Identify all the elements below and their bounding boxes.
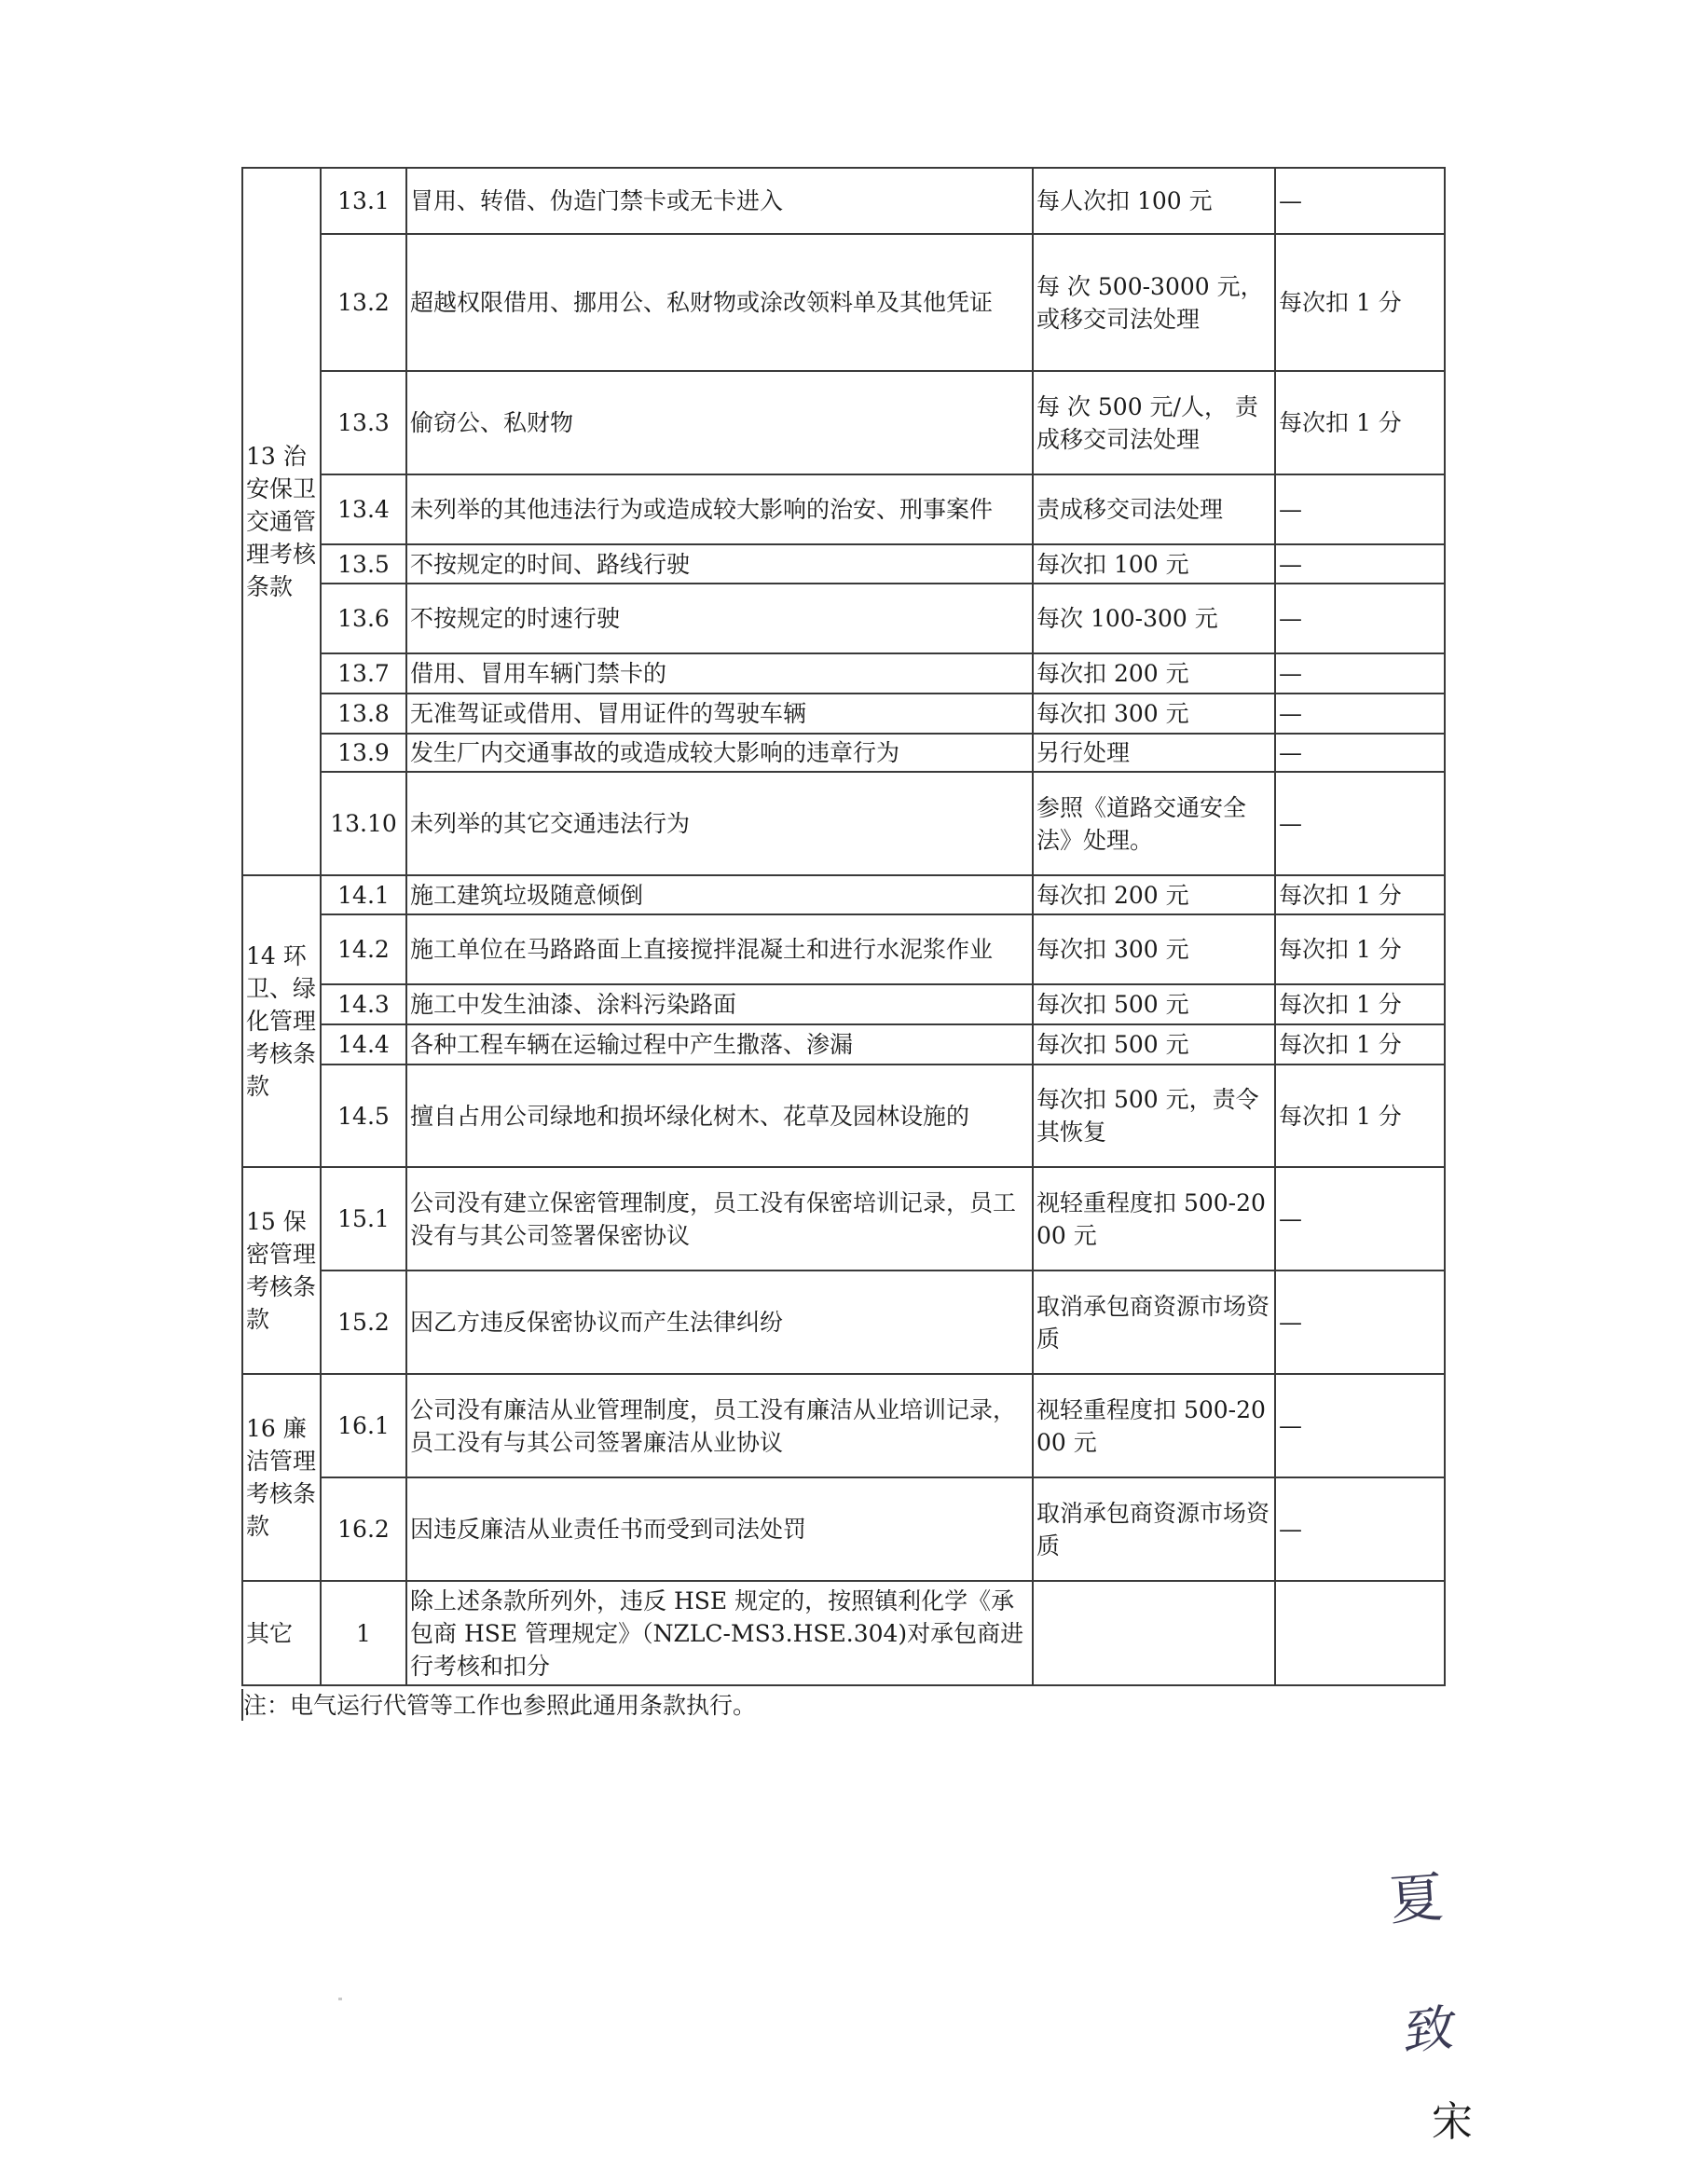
- table-row: [242, 371, 1445, 474]
- deduction-points: 每次扣 1 分: [1275, 234, 1445, 371]
- deduction-points: —: [1275, 1477, 1445, 1581]
- signature-2: 致: [1401, 1998, 1460, 2062]
- item-code: 13.5: [321, 544, 406, 584]
- table-row: [242, 914, 1445, 984]
- item-code: 13.8: [321, 694, 406, 734]
- item-description: 公司没有建立保密管理制度，员工没有保密培训记录，员工没有与其公司签署保密协议: [406, 1167, 1033, 1271]
- penalty-amount: 每 次 500-3000 元，或移交司法处理: [1033, 234, 1275, 371]
- table-row: [242, 653, 1445, 694]
- item-description: 超越权限借用、挪用公、私财物或涂改领料单及其他凭证: [406, 234, 1033, 371]
- deduction-points: —: [1275, 544, 1445, 584]
- table-row: [242, 984, 1445, 1024]
- deduction-points: —: [1275, 1374, 1445, 1477]
- signature-1: 夏: [1387, 1865, 1446, 1932]
- item-code: 13.6: [321, 584, 406, 653]
- deduction-points: —: [1275, 584, 1445, 653]
- section-title: 16 廉洁管理考核条款: [242, 1374, 321, 1581]
- penalty-amount: 每次扣 200 元: [1033, 875, 1275, 914]
- item-code: 14.5: [321, 1065, 406, 1167]
- penalty-amount: 每次扣 500 元: [1033, 984, 1275, 1024]
- table-row: [242, 1477, 1445, 1581]
- item-code: 15.1: [321, 1167, 406, 1271]
- deduction-points: 每次扣 1 分: [1275, 984, 1445, 1024]
- item-code: 1: [321, 1581, 406, 1685]
- table-row: [242, 474, 1445, 544]
- table-row: [242, 1167, 1445, 1271]
- assessment-table: [241, 167, 1446, 1686]
- penalty-amount: 每次扣 500 元: [1033, 1024, 1275, 1065]
- table-row: [242, 1024, 1445, 1065]
- table-row: [242, 168, 1445, 234]
- penalty-amount: 每次扣 200 元: [1033, 653, 1275, 694]
- deduction-points: —: [1275, 734, 1445, 772]
- penalty-amount: 每次 100-300 元: [1033, 584, 1275, 653]
- penalty-amount: 每次扣 300 元: [1033, 694, 1275, 734]
- table-row: [242, 1374, 1445, 1477]
- item-code: 14.1: [321, 875, 406, 914]
- item-code: 13.7: [321, 653, 406, 694]
- penalty-amount: [1033, 1581, 1275, 1685]
- table-row: [242, 694, 1445, 734]
- item-description: 因违反廉洁从业责任书而受到司法处罚: [406, 1477, 1033, 1581]
- deduction-points: —: [1275, 1271, 1445, 1374]
- item-description: 施工单位在马路路面上直接搅拌混凝土和进行水泥浆作业: [406, 914, 1033, 984]
- item-code: 13.4: [321, 474, 406, 544]
- item-description: 公司没有廉洁从业管理制度，员工没有廉洁从业培训记录，员工没有与其公司签署廉洁从业协议: [406, 1374, 1033, 1477]
- assessment-table-body: [242, 168, 1445, 1685]
- table-row: [242, 875, 1445, 914]
- table-row: [242, 772, 1445, 875]
- deduction-points: —: [1275, 694, 1445, 734]
- item-code: 16.1: [321, 1374, 406, 1477]
- item-description: 无准驾证或借用、冒用证件的驾驶车辆: [406, 694, 1033, 734]
- scan-speck: [338, 1998, 342, 2000]
- item-description: 未列举的其他违法行为或造成较大影响的治安、刑事案件: [406, 474, 1033, 544]
- item-code: 13.1: [321, 168, 406, 234]
- penalty-amount: 每人次扣 100 元: [1033, 168, 1275, 234]
- item-description: 不按规定的时速行驶: [406, 584, 1033, 653]
- deduction-points: —: [1275, 772, 1445, 875]
- item-description: 发生厂内交通事故的或造成较大影响的违章行为: [406, 734, 1033, 772]
- table-row: [242, 734, 1445, 772]
- penalty-amount: 视轻重程度扣 500-2000 元: [1033, 1167, 1275, 1271]
- deduction-points: 每次扣 1 分: [1275, 914, 1445, 984]
- item-code: 14.3: [321, 984, 406, 1024]
- deduction-points: —: [1275, 474, 1445, 544]
- table-row: [242, 1065, 1445, 1167]
- deduction-points: 每次扣 1 分: [1275, 1065, 1445, 1167]
- penalty-amount: 取消承包商资源市场资质: [1033, 1477, 1275, 1581]
- signature-3: 宋: [1432, 2098, 1473, 2146]
- table-row: [242, 1271, 1445, 1374]
- item-code: 13.10: [321, 772, 406, 875]
- section-title: 15 保密管理考核条款: [242, 1167, 321, 1374]
- deduction-points: —: [1275, 168, 1445, 234]
- item-description: 因乙方违反保密协议而产生法律纠纷: [406, 1271, 1033, 1374]
- item-description: 未列举的其它交通违法行为: [406, 772, 1033, 875]
- item-code: 14.4: [321, 1024, 406, 1065]
- item-description: 偷窃公、私财物: [406, 371, 1033, 474]
- item-code: 14.2: [321, 914, 406, 984]
- penalty-amount: 每次扣 300 元: [1033, 914, 1275, 984]
- table-row: [242, 234, 1445, 371]
- item-description: 借用、冒用车辆门禁卡的: [406, 653, 1033, 694]
- item-code: 15.2: [321, 1271, 406, 1374]
- item-description: 施工中发生油漆、涂料污染路面: [406, 984, 1033, 1024]
- item-description: 施工建筑垃圾随意倾倒: [406, 875, 1033, 914]
- deduction-points: [1275, 1581, 1445, 1685]
- item-description: 各种工程车辆在运输过程中产生撒落、渗漏: [406, 1024, 1033, 1065]
- deduction-points: 每次扣 1 分: [1275, 1024, 1445, 1065]
- penalty-amount: 每 次 500 元/人， 责成移交司法处理: [1033, 371, 1275, 474]
- item-description: 擅自占用公司绿地和损坏绿化树木、花草及园林设施的: [406, 1065, 1033, 1167]
- item-code: 13.2: [321, 234, 406, 371]
- deduction-points: 每次扣 1 分: [1275, 875, 1445, 914]
- section-title: 13 治安保卫交通管理考核条款: [242, 168, 321, 875]
- item-code: 13.9: [321, 734, 406, 772]
- deduction-points: 每次扣 1 分: [1275, 371, 1445, 474]
- section-title: 其它: [242, 1581, 321, 1685]
- penalty-amount: 责成移交司法处理: [1033, 474, 1275, 544]
- item-description: 冒用、转借、伪造门禁卡或无卡进入: [406, 168, 1033, 234]
- penalty-amount: 每次扣 100 元: [1033, 544, 1275, 584]
- table-row: [242, 544, 1445, 584]
- item-code: 16.2: [321, 1477, 406, 1581]
- penalty-amount: 每次扣 500 元，责令其恢复: [1033, 1065, 1275, 1167]
- item-description: 除上述条款所列外，违反 HSE 规定的，按照镇利化学《承包商 HSE 管理规定》（NZLC-MS3.HSE.304)对承包商进行考核和扣分: [406, 1581, 1033, 1685]
- deduction-points: —: [1275, 653, 1445, 694]
- penalty-amount: 另行处理: [1033, 734, 1275, 772]
- table-note: 注：电气运行代管等工作也参照此通用条款执行。: [243, 1692, 757, 1719]
- table-row: [242, 584, 1445, 653]
- penalty-amount: 参照《道路交通安全法》处理。: [1033, 772, 1275, 875]
- item-description: 不按规定的时间、路线行驶: [406, 544, 1033, 584]
- section-title: 14 环卫、绿化管理考核条款: [242, 875, 321, 1167]
- penalty-amount: 视轻重程度扣 500-2000 元: [1033, 1374, 1275, 1477]
- deduction-points: —: [1275, 1167, 1445, 1271]
- penalty-amount: 取消承包商资源市场资质: [1033, 1271, 1275, 1374]
- item-code: 13.3: [321, 371, 406, 474]
- table-row: [242, 1581, 1445, 1685]
